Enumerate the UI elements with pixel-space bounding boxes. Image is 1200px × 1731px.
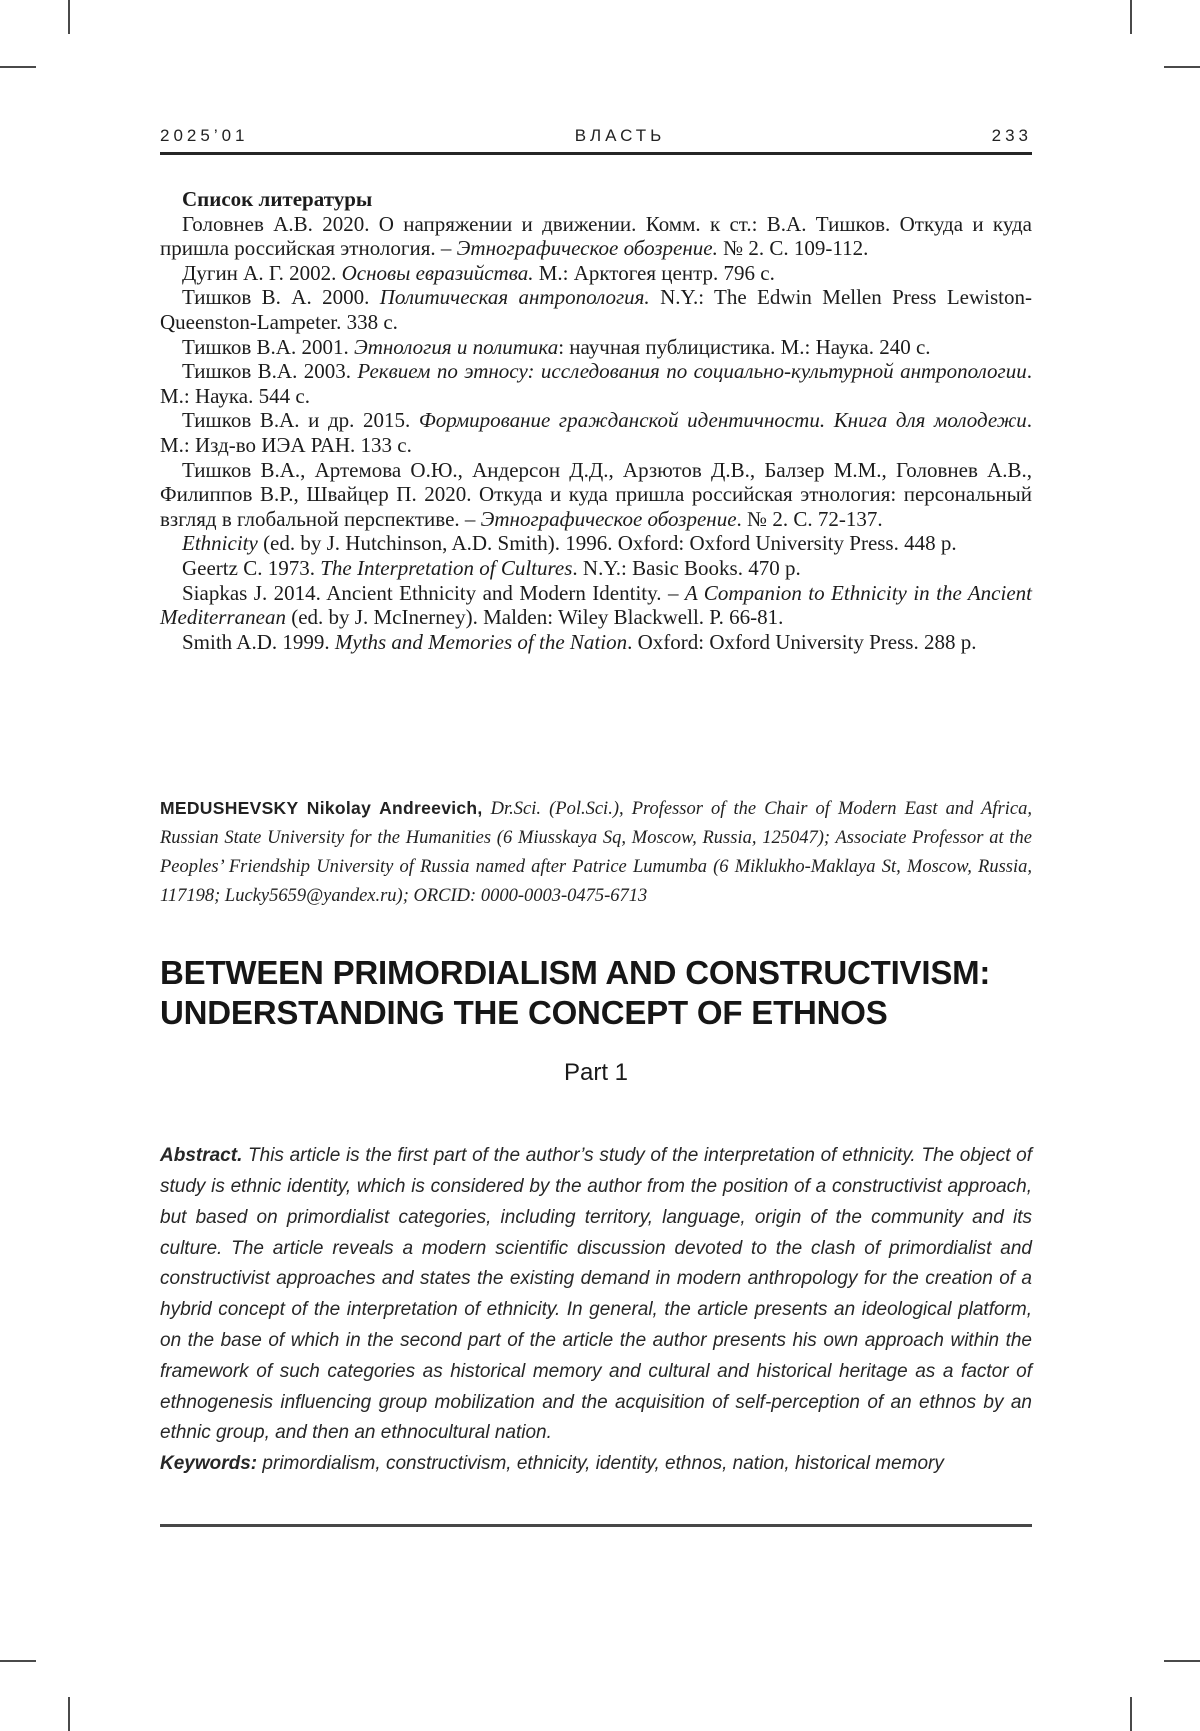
abstract-text: This article is the first part of the author’s study of the interpretation of ethnicity. The object of study is ethnic identity, which is considered by the author from the position of a constructivist approach, but based on primordialist categories, including territory, language, origin of the community and its culture. The article reveals a modern scientific discussion devoted to the clash of primordialist and constructivist approaches and states the existing demand in modern anthropology for the creation of a hybrid concept of the interpretation of ethnicity. In general, the article presents an ideological platform, on the base of which in the second part of the article the author presents his own approach within the framework of such categories as historical memory and cultural and historical heritage as a factor of ethnogenesis influencing group mobilization and the acquisition of self-perception of an ethnos by an ethnic group, and then an ethnocultural nation.	[160, 1145, 1032, 1444]
author-details: Dr.Sci. (Pol.Sci.), Professor of the Chair of Modern East and Africa, Russian State University for the Humanities (6 Miusskaya Sq, Moscow, Russia, 125047); Associate Professor at the Peoples’ Friendship University of Russia named after Patrice Lumumba (6 Miklukho-Maklaya St, Moscow, Russia, 117198; Lucky5659@yandex.ru); ORCID: 0000-0003-0475-6713	[160, 799, 1032, 907]
crop-mark-bottom-left-horizontal	[0, 1660, 36, 1662]
abstract-label: Abstract.	[160, 1145, 243, 1167]
article-title-line1: BETWEEN PRIMORDIALISM AND CONSTRUCTIVISM:	[160, 954, 991, 992]
reference-entry: Geertz C. 1973. The Interpretation of Cultures. N.Y.: Basic Books. 470 p.	[182, 555, 801, 580]
article-title-line2: UNDERSTANDING THE CONCEPT OF ETHNOS	[160, 994, 888, 1032]
reference-entry: Siapkas J. 2014. Ancient Ethnicity and Modern Identity. – A Companion to Ethnicity in the Ancient Mediterranean (ed. by J. McInerney). Malden: Wiley Blackwell. P. 66-81.	[160, 580, 1032, 630]
reference-entry: Тишков В.А. 2001. Этнология и политика: научная публицистика. М.: Наука. 240 с.	[182, 334, 931, 359]
section-divider-rule	[160, 1524, 1032, 1527]
reference-entry: Головнев А.В. 2020. О напряжении и движении. Комм. к ст.: В.А. Тишков. Откуда и куда пришла российская этнология. – Этнографическое обозрение. № 2. С. 109-112.	[160, 211, 1032, 261]
crop-mark-bottom-left-vertical	[68, 1697, 70, 1731]
author-name: MEDUSHEVSKY Nikolay Andreevich,	[160, 798, 483, 819]
reference-entry: Ethnicity (ed. by J. Hutchinson, A.D. Smith). 1996. Oxford: Oxford University Press. 448 p.	[182, 531, 957, 556]
article-part-label: Part 1	[563, 1059, 629, 1087]
crop-mark-bottom-right-vertical	[1130, 1697, 1132, 1731]
article-title	[160, 953, 1032, 1033]
header-rule	[160, 152, 1032, 155]
reference-entry: Тишков В.А. 2003. Реквием по этносу: исследования по социально-культурной антропологии. М.: Наука. 544 с.	[160, 359, 1032, 408]
page-number: 233	[991, 126, 1032, 145]
keywords-text: primordialism, constructivism, ethnicity, identity, ethnos, nation, historical memory	[257, 1453, 944, 1475]
abstract-paragraph	[160, 1141, 1032, 1449]
references-section	[160, 187, 1032, 654]
crop-mark-top-right-vertical	[1130, 0, 1132, 34]
reference-entry: Тишков В.А. и др. 2015. Формирование гражданской идентичности. Книга для молодежи. М.: Изд-во ИЭА РАН. 133 с.	[160, 408, 1032, 457]
reference-entry: Тишков В. А. 2000. Политическая антропология. N.Y.: The Edwin Mellen Press Lewiston-Queenston-Lampeter. 338 с.	[160, 285, 1032, 334]
crop-mark-top-left-vertical	[68, 0, 70, 34]
journal-title: ВЛАСТЬ	[574, 126, 666, 145]
crop-mark-top-left-horizontal	[0, 66, 36, 68]
keywords-line	[160, 1449, 1032, 1480]
reference-entry: Дугин А. Г. 2002. Основы евразийства. М.: Арктогея центр. 796 с.	[182, 260, 775, 285]
page-content	[160, 0, 1032, 1527]
running-head	[160, 126, 1032, 146]
crop-mark-bottom-right-horizontal	[1164, 1660, 1200, 1662]
reference-entry: Тишков В.А., Артемова О.Ю., Андерсон Д.Д., Арзютов Д.В., Балзер М.М., Головнев А.В., Филиппов В.Р., Швайцер П. 2020. Откуда и куда пришла российская этнология: персональный взгляд в глобальной перспективе. – Этнографическое обозрение. № 2. С. 72-137.	[160, 457, 1032, 531]
keywords-label: Keywords:	[160, 1453, 258, 1475]
issue-label: 2025’01	[160, 126, 249, 145]
reference-entry: Smith A.D. 1999. Myths and Memories of the Nation. Oxford: Oxford University Press. 288 p.	[182, 629, 977, 654]
author-affiliation-note	[160, 794, 1032, 911]
references-heading: Список литературы	[182, 187, 373, 211]
crop-mark-top-right-horizontal	[1164, 66, 1200, 68]
